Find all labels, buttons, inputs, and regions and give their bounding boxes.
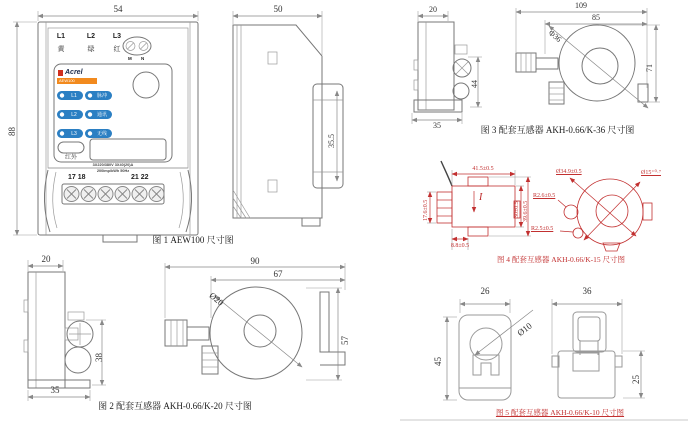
- phase-color-green: 绿: [87, 45, 95, 53]
- fig3-caption: 图 3 配套互感器 AKH-0.66/K-36 尺寸图: [480, 125, 635, 135]
- led-pulse-label: 脉冲: [96, 92, 107, 99]
- fig3-dim-inner: 85: [592, 13, 600, 22]
- fig1-dim-width: 54: [113, 4, 123, 14]
- acrel-logo-mark: [58, 70, 63, 76]
- fig5-dim-w2: 36: [582, 286, 592, 296]
- phase-terminal-oval: [123, 37, 151, 55]
- fig1-caption: 图 1 AEW100 尺寸图: [152, 235, 234, 245]
- side-dim-width: 50: [273, 4, 283, 14]
- fig1-front-view: [13, 11, 198, 242]
- label-window: [90, 139, 166, 160]
- fig5-dim-hole: Ø10: [515, 320, 534, 339]
- fig5-dim-h1: 45: [433, 357, 443, 366]
- fig2-dim-hole: Ø20: [207, 290, 226, 308]
- fig4-dim-h-inner: 30±0.5: [514, 201, 520, 218]
- fig3-dim-side-bottom: 35: [433, 121, 441, 130]
- knurled-knob: [165, 320, 187, 346]
- fig4-dim-id: Ø15⁺⁰·⁷: [641, 170, 661, 176]
- lower-knob: [202, 346, 218, 374]
- fig3-dim-total: 109: [575, 1, 587, 10]
- fig5-dim-w1: 26: [480, 286, 490, 296]
- fig1-dim-height: 88: [7, 127, 17, 136]
- fig2-dim-inner: 67: [273, 269, 283, 279]
- fig4-ring-view: [558, 178, 652, 251]
- fig4-current-mark: I: [479, 192, 483, 203]
- terminals-17-18: 17 18: [68, 174, 86, 181]
- fig2-side-view: [24, 260, 106, 401]
- lower-knob: [549, 82, 564, 104]
- model-bar-text: AEW100: [59, 78, 75, 83]
- infrared-label: 红外: [64, 155, 77, 161]
- fig3-side-view: [412, 11, 482, 124]
- phase-l1: L1: [56, 33, 66, 40]
- fig2-dim-side-top: 20: [41, 254, 51, 264]
- knurled-knob: [516, 53, 536, 72]
- led-wireless-label: 无线: [96, 130, 107, 137]
- fig2-caption: 图 2 配套互感器 AKH-0.66/K-20 尺寸图: [98, 401, 252, 411]
- infrared-button: [58, 142, 84, 153]
- fig4-dim-left: 17.6±0.5: [423, 199, 429, 221]
- led-l2-label: L2: [71, 111, 77, 118]
- phase-color-red: 红: [113, 45, 121, 53]
- fig4-dim-od: Ø34.9±0.5: [556, 169, 582, 175]
- fig4-dim-r1: R2.6±0.5: [533, 193, 556, 199]
- fig3-dim-side-h: 44: [470, 80, 479, 88]
- fig5-left-view: [443, 299, 533, 400]
- fig4-dim-h-outer: 39.6±0.5: [523, 200, 529, 222]
- fig5-caption: 图 5 配套互感器 AKH-0.66/K-10 尺寸图: [495, 408, 625, 417]
- led-l3-label: L3: [71, 130, 77, 137]
- fig5-dim-h2: 25: [631, 375, 641, 384]
- fig2-dim-side-bottom: 35: [50, 385, 60, 395]
- fig3-main-view: [516, 8, 660, 108]
- fig2-dim-height: 57: [340, 336, 350, 345]
- led-comm-label: 通讯: [96, 111, 107, 118]
- terminal-block: [62, 184, 164, 204]
- ir-window-circle: [133, 72, 159, 98]
- phase-l2: L2: [86, 33, 96, 40]
- fig2-main-view: [165, 263, 345, 380]
- terminal-wings: [44, 170, 191, 232]
- side-dim-rail: 35.5: [327, 134, 336, 148]
- fig4-dim-top: 41.5±0.5: [472, 166, 494, 172]
- phase-color-yellow: 黄: [57, 45, 65, 53]
- fig4-dim-bottom: 8.8±0.5: [450, 243, 470, 249]
- fig2-dim-side-h: 38: [94, 353, 104, 362]
- fig2-dim-total: 90: [250, 256, 260, 266]
- brand-logo-text: Acrel: [65, 69, 83, 76]
- fig3-dim-side-top: 20: [429, 5, 437, 14]
- fig3-dim-height: 71: [645, 64, 654, 72]
- fig4-dim-r2: R2.5±0.5: [531, 226, 554, 232]
- phase-l3: L3: [112, 33, 122, 40]
- nameplate-line1: 3X220/380V 3X40(20)A: [92, 162, 134, 167]
- fig3-dim-hole: Φ36: [546, 28, 564, 45]
- mn-marks: M N: [128, 56, 149, 61]
- terminals-21-22: 21 22: [131, 174, 149, 181]
- nameplate-line2: 200imp/kWh 50Hz: [96, 168, 130, 173]
- led-l1-label: L1: [71, 92, 77, 99]
- fig1-side-view: [233, 11, 343, 226]
- fig4-caption: 图 4 配套互感器 AKH-0.66/K-15 尺寸图: [496, 255, 626, 264]
